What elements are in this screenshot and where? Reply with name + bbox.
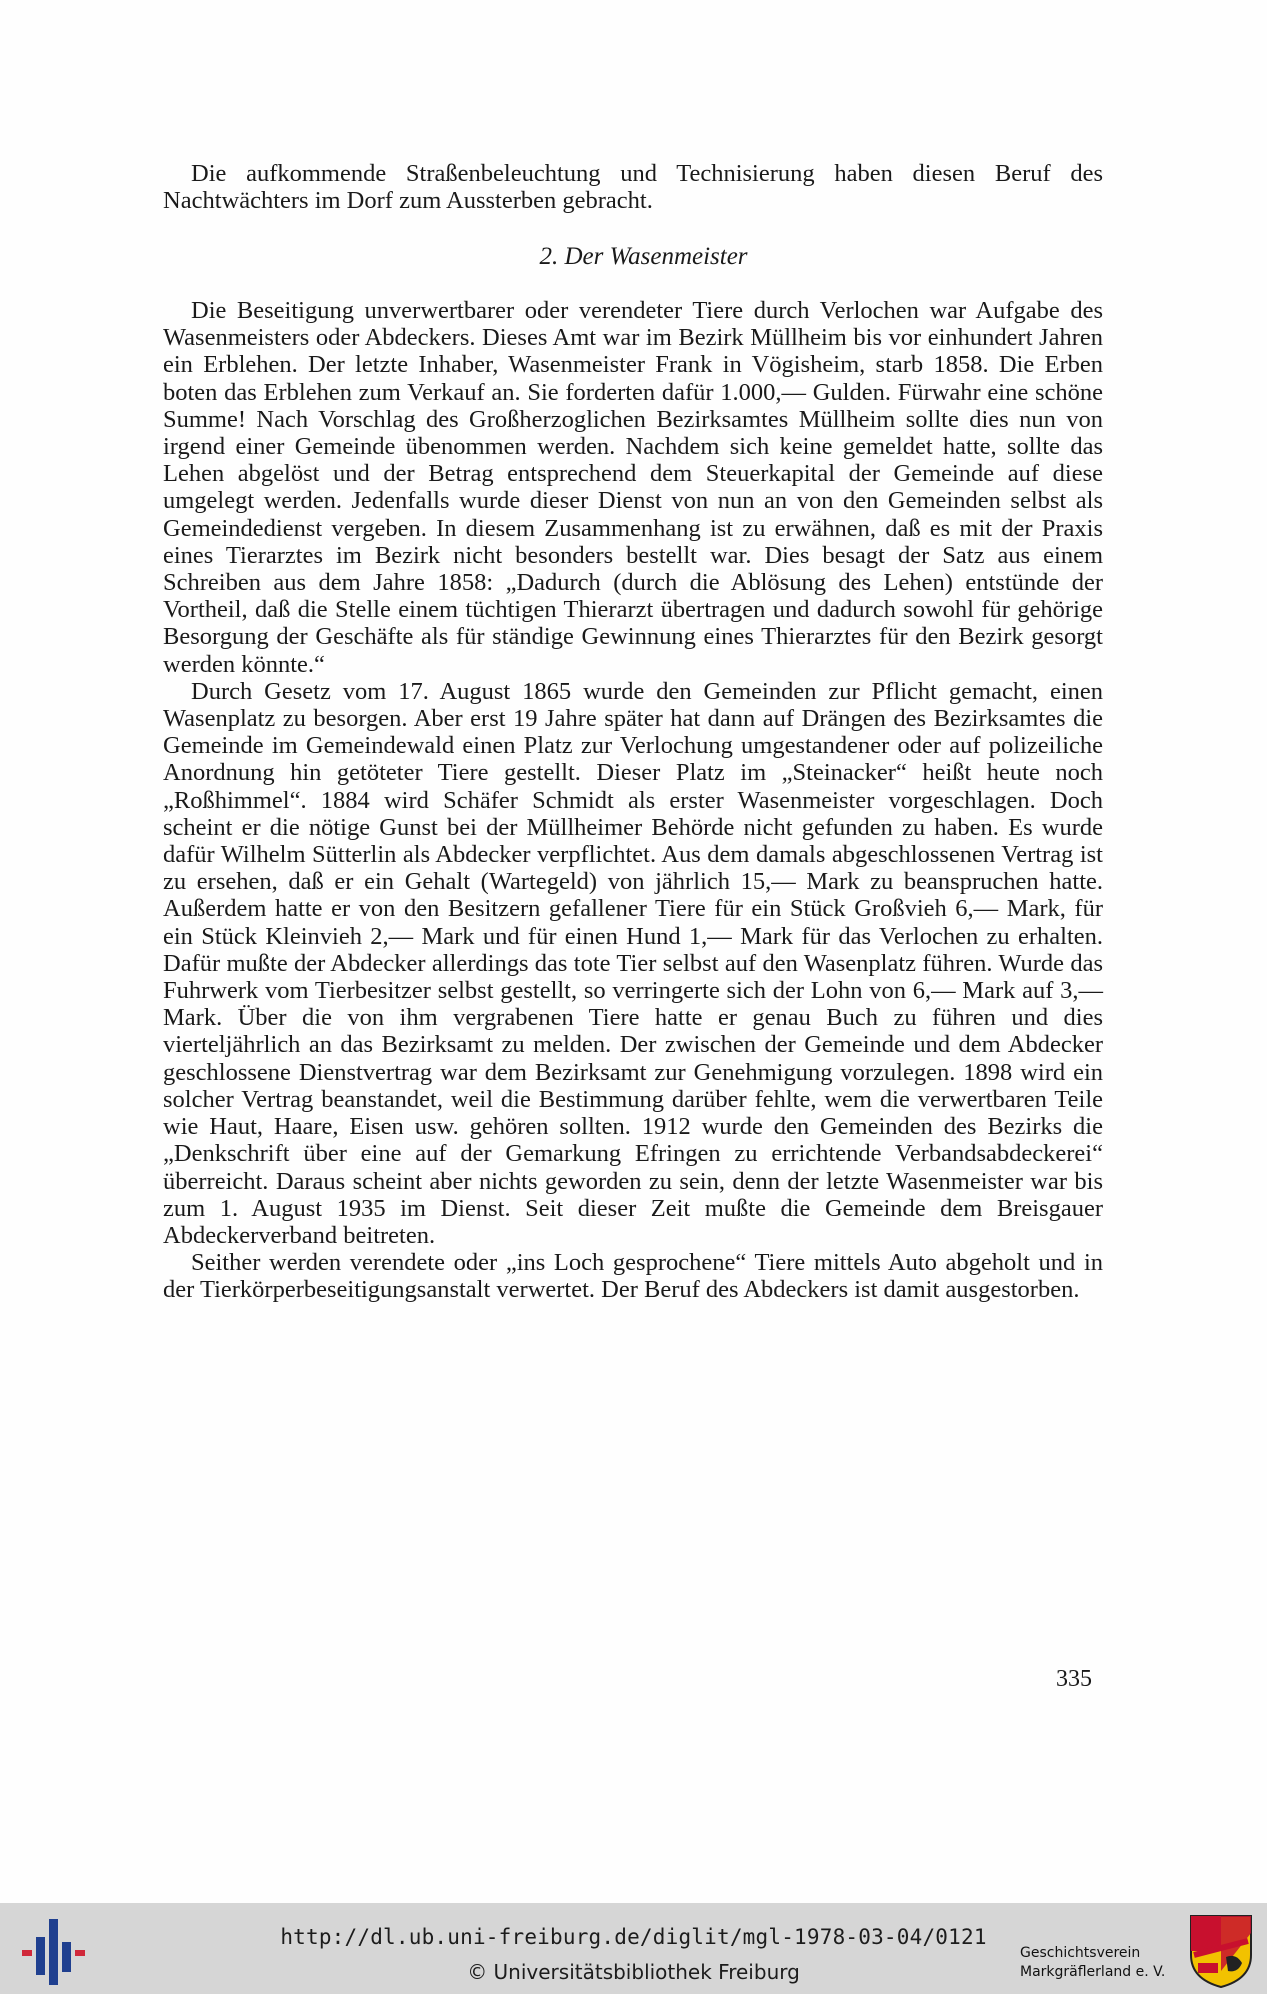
paragraph-3: Seither werden verendete oder „ins Loch gesprochene“ Tiere mittels Auto abgeholt und in der Tierkörperbeseitigungsanstalt verwertet. Der Beruf des Abdeckers ist damit ausgestorben.	[163, 1249, 1103, 1304]
paragraph-2: Durch Gesetz vom 17. August 1865 wurde den Gemeinden zur Pflicht gemacht, einen Wasenplatz zu besorgen. Aber erst 19 Jahre später hat dann auf Drängen des Bezirksamtes die Gemeinde im Gemeindewald einen Platz zur Verlochung umgestandener oder auf polizeiliche Anordnung hin getöteter Tiere gestellt. Dieser Platz im „Steinacker“ heißt heute noch „Roßhimmel“. 1884 wird Schäfer Schmidt als erster Wasenmeister vorgeschlagen. Doch scheint er die nötige Gunst bei der Müllheimer Behörde nicht gefunden zu haben. Es wurde dafür Wilhelm Sütterlin als Abdecker verpflichtet. Aus dem damals abgeschlossenen Vertrag ist zu ersehen, daß er ein Gehalt (Wartegeld) von jährlich 15,— Mark zu beanspruchen hatte. Außerdem hatte er von den Besitzern gefallener Tiere für ein Stück Großvieh 6,— Mark, für ein Stück Kleinvieh 2,— Mark und für einen Hund 1,— Mark für das Verlochen zu erhalten. Dafür mußte der Abdecker allerdings das tote Tier selbst auf den Wasenplatz führen. Wurde das Fuhrwerk vom Tierbesitzer selbst gestellt, so verringerte sich der Lohn von 6,— Mark auf 3,— Mark. Über die von ihm vergrabenen Tiere hatte er genau Buch zu führen und dies vierteljährlich an das Bezirksamt zu melden. Der zwischen der Gemeinde und dem Abdecker geschlossene Dienstvertrag war dem Bezirksamt zur Genehmigung vorzulegen. 1898 wird ein solcher Vertrag beanstandet, weil die Bestimmung darüber fehlte, wem die verwertbaren Teile wie Haut, Haare, Eisen usw. gehören sollten. 1912 wurde den Gemeinden des Bezirks die „Denkschrift über eine auf der Gemarkung Efringen zu errichtende Verbandsabdeckerei“ überreicht. Daraus scheint aber nichts geworden zu sein, denn der letzte Wasenmeister war bis zum 1. August 1935 im Dienst. Seit dieser Zeit mußte die Gemeinde dem Breisgauer Abdeckerverband beitreten.	[163, 677, 1103, 1249]
markgraeflerland-crest-icon	[1188, 1913, 1254, 1989]
body-text	[163, 297, 1103, 1304]
intro-text: Die aufkommende Straßenbeleuchtung und Technisierung haben diesen Beruf des Nachtwächters im Dorf zum Aussterben gebracht.	[163, 160, 1103, 215]
society-name	[1020, 1944, 1165, 1982]
page-number: 335	[1056, 1666, 1092, 1692]
intro-paragraph	[163, 160, 1103, 214]
society-line-2: Markgräflerland e. V.	[1020, 1964, 1166, 1980]
library-footer	[0, 1903, 1267, 1994]
society-line-1: Geschichtsverein	[1020, 1945, 1141, 1961]
copyright-notice: © Universitätsbibliothek Freiburg	[467, 1960, 800, 1984]
paragraph-1: Die Beseitigung unverwertbarer oder verendeter Tiere durch Verlochen war Aufgabe des Wasenmeisters oder Abdeckers. Dieses Amt war im Bezirk Müllheim bis vor einhundert Jahren ein Erblehen. Der letzte Inhaber, Wasenmeister Frank in Vögisheim, starb 1858. Die Erben boten das Erblehen zum Verkauf an. Sie forderten dafür 1.000,— Gulden. Fürwahr eine schöne Summe! Nach Vorschlag des Großherzoglichen Bezirksamtes Müllheim sollte dies nun von irgend einer Gemeinde übenommen werden. Nachdem sich keine gemeldet hatte, sollte das Lehen abgelöst und der Betrag entsprechend dem Steuerkapital der Gemeinde auf diese umgelegt werden. Jedenfalls wurde dieser Dienst von nun an von den Gemeinden selbst als Gemeindedienst vergeben. In diesem Zusammenhang ist zu erwähnen, daß es mit der Praxis eines Tierarztes im Bezirk nicht besonders bestellt war. Dies besagt der Satz aus einem Schreiben aus dem Jahre 1858: „Dadurch (durch die Ablösung des Lehen) entstünde der Vortheil, daß die Stelle einem tüchtigen Thierarzt übertragen und dadurch sowohl für gehörige Besorgung der Geschäfte als für ständige Gewinnung eines Thierarztes für den Bezirk gesorgt werden könnte.“	[163, 297, 1103, 678]
permalink-url[interactable]: http://dl.ub.uni-freiburg.de/diglit/mgl-1978-03-04/0121	[280, 1925, 987, 1949]
section-heading: 2. Der Wasenmeister	[539, 243, 748, 270]
